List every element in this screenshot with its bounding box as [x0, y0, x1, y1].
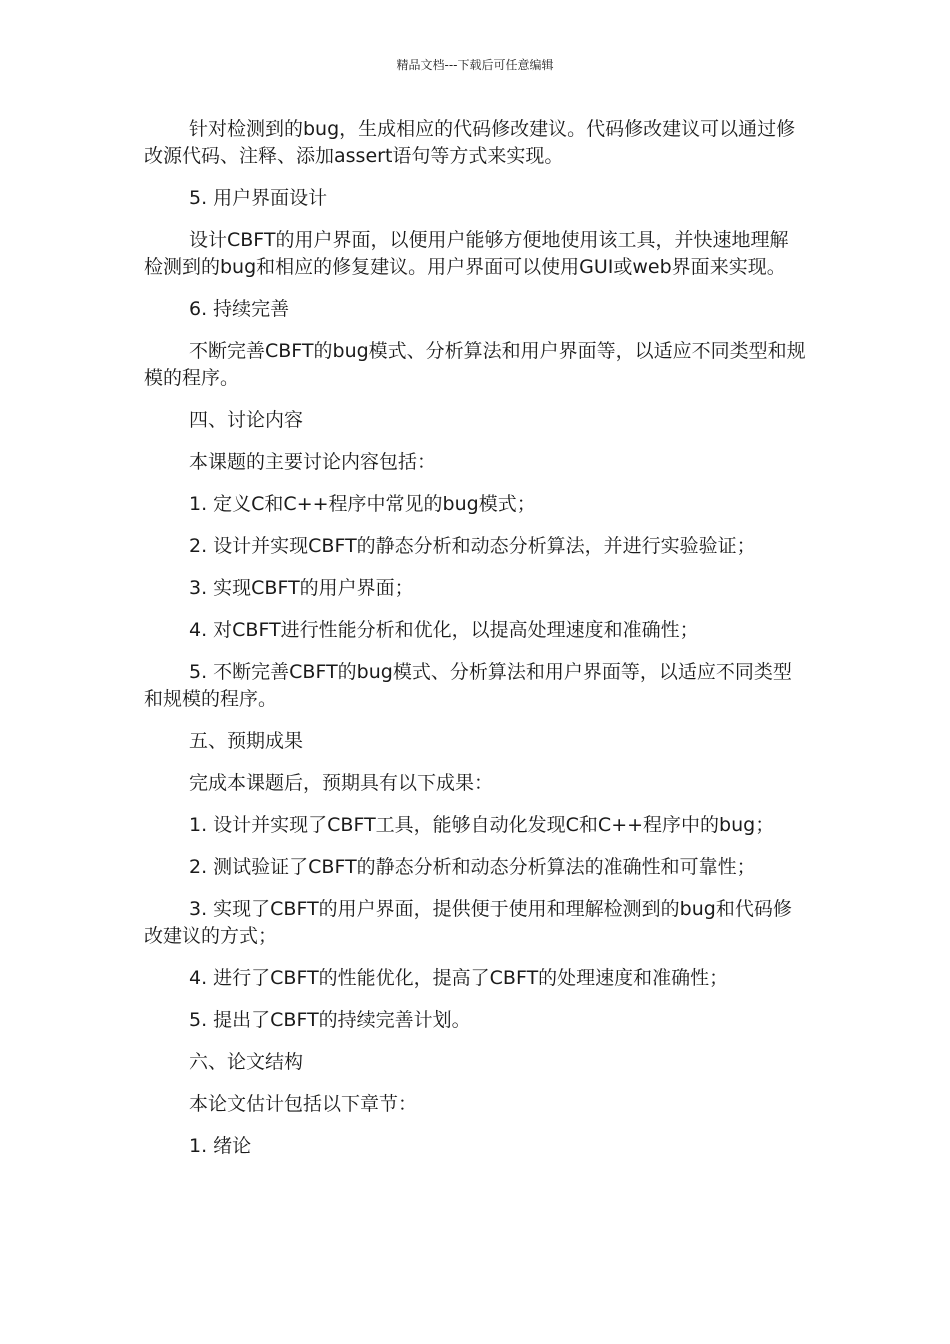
list-item: 5. 提出了CBFT的持续完善计划。: [189, 1009, 471, 1031]
section-heading-expected-results: 五、预期成果: [189, 730, 304, 752]
list-item: 1. 设计并实现了CBFT工具，能够自动化发现C和C++程序中的bug；: [189, 814, 775, 836]
list-item: 1. 定义C和C++程序中常见的bug模式；: [189, 493, 536, 515]
paragraph-continuous-improvement: 不断完善CBFT的bug模式、分析算法和用户界面等，以适应不同类型和规模的程序。: [144, 340, 806, 389]
paragraph-code-fix-suggestion: 针对检测到的bug，生成相应的代码修改建议。代码修改建议可以通过修改源代码、注释、添加assert语句等方式来实现。: [144, 118, 796, 167]
document-body: [144, 116, 806, 1175]
list-item: 3. 实现CBFT的用户界面；: [189, 577, 414, 599]
section-heading-discussion: 四、讨论内容: [189, 409, 304, 431]
heading-ui-design: 5. 用户界面设计: [189, 187, 328, 209]
list-item: 5. 不断完善CBFT的bug模式、分析算法和用户界面等，以适应不同类型和规模的程序。: [144, 661, 792, 710]
paragraph-expected-results-intro: 完成本课题后，预期具有以下成果：: [189, 772, 494, 794]
paragraph-ui-design: 设计CBFT的用户界面，以便用户能够方便地使用该工具，并快速地理解检测到的bug和相应的修复建议。用户界面可以使用GUI或web界面来实现。: [144, 229, 789, 278]
page-header: 精品文档---下载后可任意编辑: [396, 58, 554, 72]
heading-continuous-improvement: 6. 持续完善: [189, 298, 290, 320]
list-item: 2. 设计并实现CBFT的静态分析和动态分析算法，并进行实验验证；: [189, 535, 756, 557]
paragraph-thesis-structure-intro: 本论文估计包括以下章节：: [189, 1093, 418, 1115]
list-item: 4. 对CBFT进行性能分析和优化，以提高处理速度和准确性；: [189, 619, 699, 641]
list-item: 2. 测试验证了CBFT的静态分析和动态分析算法的准确性和可靠性；: [189, 856, 756, 878]
list-item: 4. 进行了CBFT的性能优化，提高了CBFT的处理速度和准确性；: [189, 967, 729, 989]
paragraph-discussion-intro: 本课题的主要讨论内容包括：: [189, 451, 437, 473]
list-item: 1. 绪论: [189, 1135, 252, 1157]
section-heading-thesis-structure: 六、论文结构: [189, 1051, 304, 1073]
list-item: 3. 实现了CBFT的用户界面，提供便于使用和理解检测到的bug和代码修改建议的方式；: [144, 898, 792, 947]
